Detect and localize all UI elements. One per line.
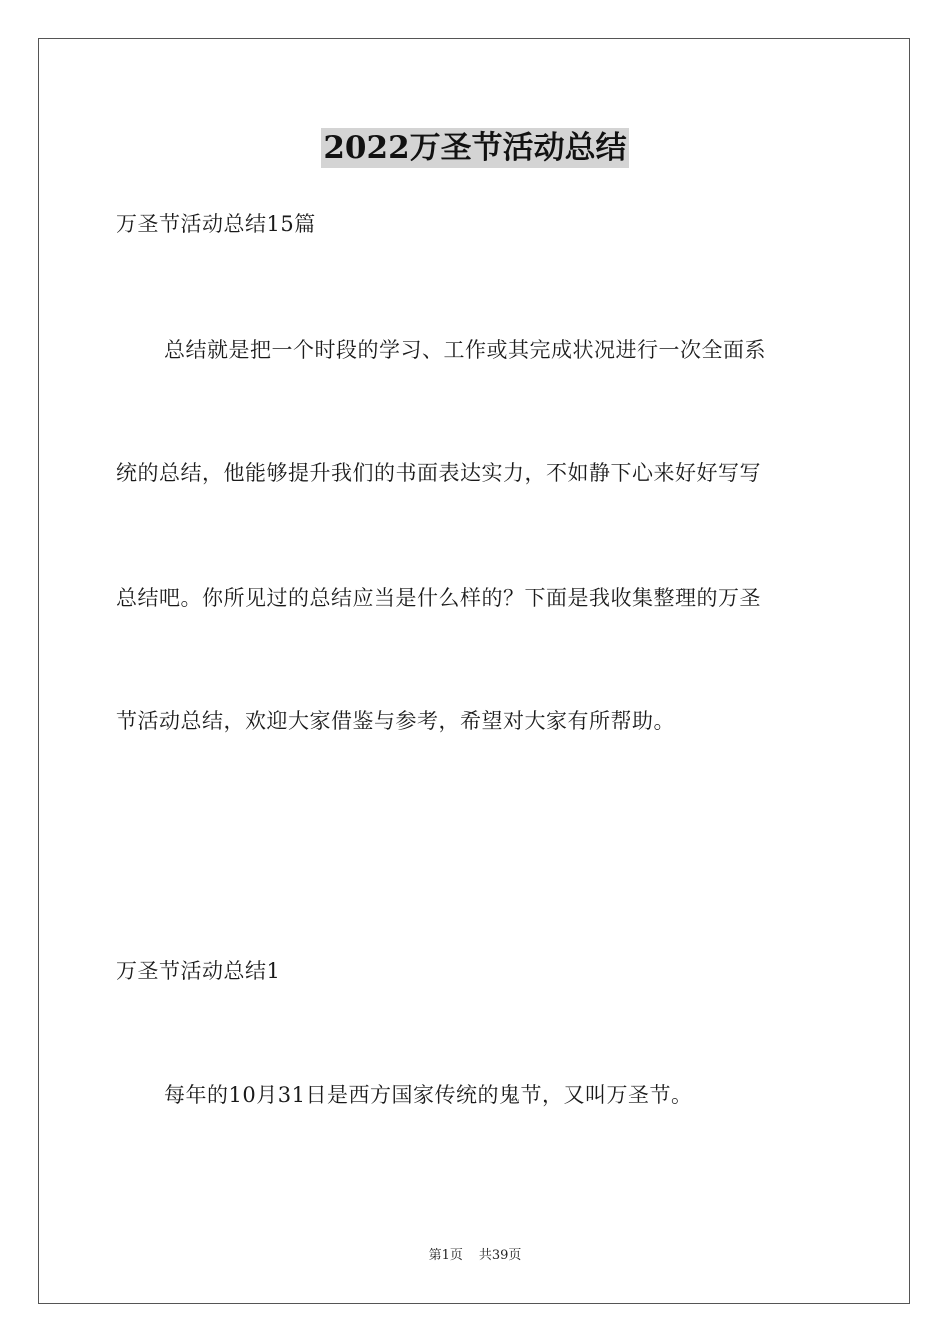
intro-line-2: 统的总结，他能够提升我们的书面表达实力，不如静下心来好好写写 <box>116 461 761 485</box>
document-subtitle: 万圣节活动总结15篇 <box>116 212 316 236</box>
intro-line-4: 节活动总结，欢迎大家借鉴与参考，希望对大家有所帮助。 <box>116 709 675 733</box>
intro-line-1: 总结就是把一个时段的学习、工作或其完成状况进行一次全面系 <box>164 338 766 362</box>
section-heading: 万圣节活动总结1 <box>116 959 281 983</box>
page-footer <box>0 1246 950 1266</box>
document-title: 2022万圣节活动总结 <box>323 130 627 166</box>
title-container <box>0 128 950 168</box>
page-number: 第1页 <box>428 1248 463 1263</box>
intro-line-3: 总结吧。你所见过的总结应当是什么样的？下面是我收集整理的万圣 <box>116 586 761 610</box>
page-total: 共39页 <box>478 1248 522 1263</box>
section-paragraph-line-1: 每年的10月31日是西方国家传统的鬼节，又叫万圣节。 <box>164 1083 693 1107</box>
